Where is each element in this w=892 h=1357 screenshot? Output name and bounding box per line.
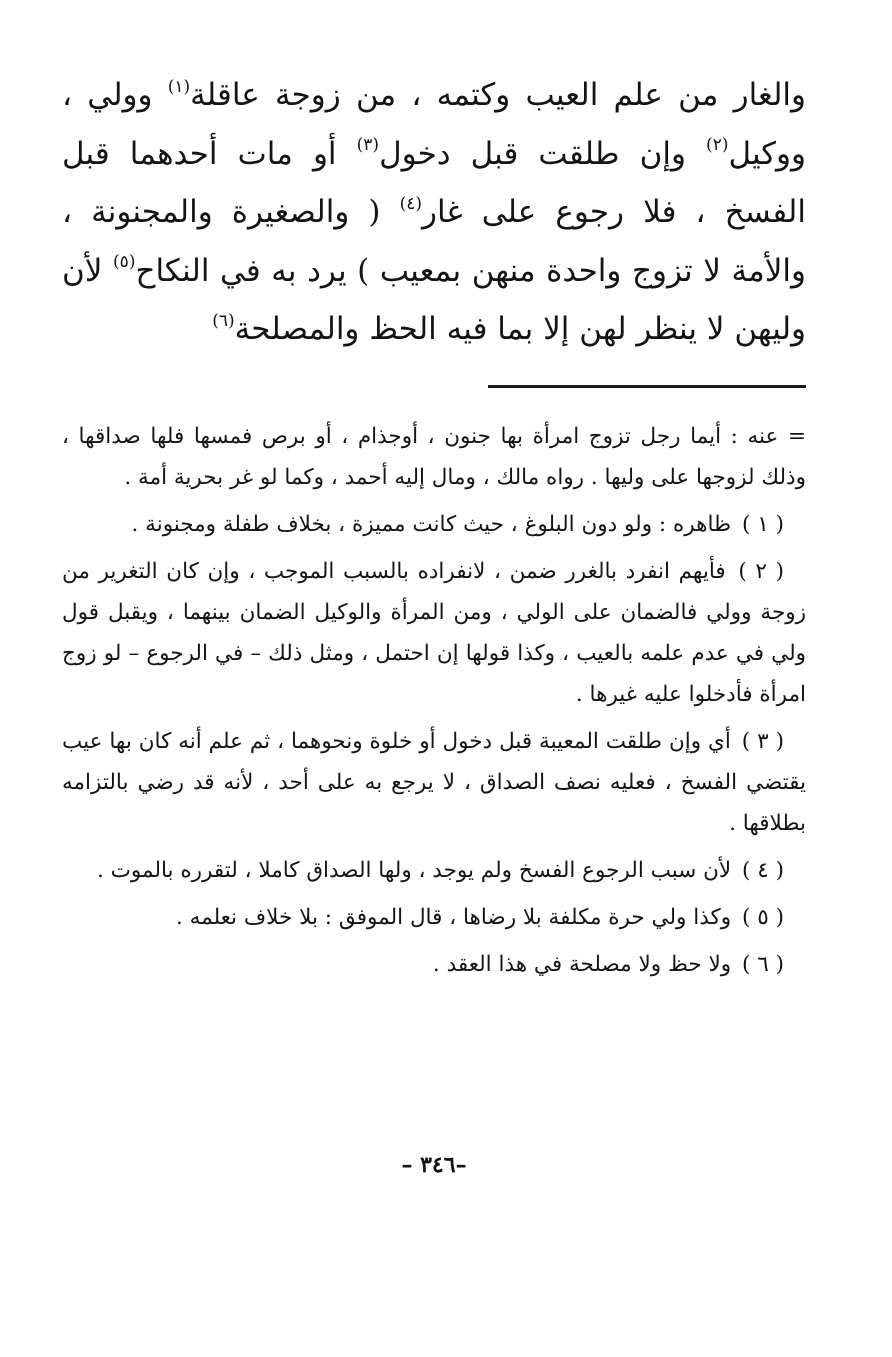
footnote-item [62, 551, 806, 715]
footnote-ref: (٥) [113, 252, 136, 273]
footnote-item [62, 721, 806, 844]
footnote-item [62, 944, 806, 985]
main-text-segment: والغار من علم العيب وكتمه ، من زوجة عاقلة [190, 77, 806, 113]
main-text-segment: أو مات أحدهما قبل الفسخ ، فلا رجوع على غار [62, 135, 806, 230]
footnote-text: ولا حظ ولا مصلحة في هذا العقد . [432, 952, 732, 977]
page-number: –٣٤٦ – [401, 1152, 467, 1178]
footnote-ref: (١) [167, 76, 191, 97]
main-text-segment: وولي ، ووكيل [62, 77, 806, 172]
footnote-continuation: = عنه : أيما رجل تزوج امرأة بها جنون ، أوجذام ، أو برص فمسها فلها صداقها ، وذلك لزوجها على وليها . رواه مالك ، ومال إليه أحمد ، وكما لو غر بحرية أمة . [62, 424, 806, 490]
footnote-text: لأن سبب الرجوع الفسخ ولم يوجد ، ولها الصداق كاملا ، لتقرره بالموت . [97, 858, 732, 883]
main-text-segment: ( والصغيرة والمجنونة ، والأمة لا تزوج واحدة منهن بمعيب ) يرد به في النكاح [62, 194, 806, 289]
main-text-segment: لأن وليهن لا ينظر لهن إلا بما فيه الحظ والمصلحة [62, 252, 806, 347]
footnote-ref: (٣) [356, 135, 380, 156]
footnote-text: وكذا ولي حرة مكلفة بلا رضاها ، قال الموفق : بلا خلاف نعلمه . [175, 905, 732, 930]
footnote-number: ( ٣ ) [741, 729, 784, 754]
footnote-ref: (٤) [399, 193, 422, 214]
footnote-separator [488, 385, 806, 388]
footnote-item [62, 897, 806, 938]
main-text [62, 66, 806, 359]
footnote-item [62, 504, 806, 545]
footnote-text: أي وإن طلقت المعيبة قبل دخول أو خلوة ونحوهما ، ثم علم أنه كان بها عيب يقتضي الفسخ ، فعليه نصف الصداق ، لا يرجع به على أحد ، لأنه قد رضي بالتزامه بطلاقها . [62, 729, 806, 836]
footnote-ref: (٢) [706, 135, 729, 156]
footnote-text: فأيهم انفرد بالغرر ضمن ، لانفراده بالسبب الموجب ، وإن كان التغرير من زوجة وولي فالضمان على الولي ، ومن المرأة والوكيل الضمان بينهما ، ويقبل قول ولي في عدم علمه بالعيب ، وكذا قولها إن احتمل ، ومثل ذلك – في الرجوع – لو زوج امرأة فأدخلوا عليه غيرها . [62, 559, 806, 707]
footnote-number: ( ٦ ) [741, 952, 784, 977]
footnote-number: ( ٥ ) [741, 905, 784, 930]
footnote-item [62, 850, 806, 891]
footnote-number: ( ٢ ) [738, 559, 784, 584]
footnote-ref: (٦) [212, 310, 235, 331]
footnote-text: ظاهره : ولو دون البلوغ ، حيث كانت مميزة ، بخلاف طفلة ومجنونة . [131, 512, 732, 537]
book-page [62, 0, 806, 1357]
footnotes-section [62, 416, 806, 991]
main-text-segment: وإن طلقت قبل دخول [379, 135, 707, 172]
footnote-number: ( ١ ) [741, 512, 784, 537]
footnote-number: ( ٤ ) [741, 858, 784, 883]
